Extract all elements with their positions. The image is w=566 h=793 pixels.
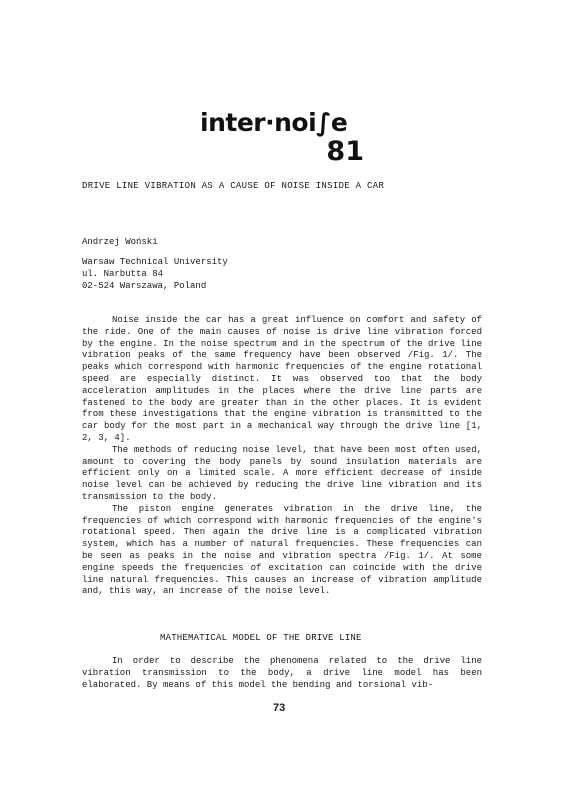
paragraph: Noise inside the car has a great influence on comfort and safety of the ride. One of the main causes of noise is drive line vibration forced by the engine. In the noise spectrum and in the spectrum of the drive line vibration peaks of the same frequency have been observed /Fig. 1/. The peaks which correspond with harmonic frequencies of the engine rotational speed are especially distinct. It was observed too that the body acceleration amplitudes in the places where the drive line parts are fastened to the body are greater than in the other places. It is evident from these investigations that the engine vibration is transmitted to the car body for the most part in a mechanical way through the drive line [1, 2, 3, 4]. [82, 315, 482, 443]
logo-text: inter·noi∫e [200, 108, 348, 137]
section-heading: MATHEMATICAL MODEL OF THE DRIVE LINE [160, 633, 362, 643]
paragraph: In order to describe the phenomena related to the drive line vibration transmission to the body, a drive line model has been elaborated. By means of this model the bending and torsional vib- [82, 656, 482, 690]
affiliation [82, 256, 228, 292]
affiliation-line: Warsaw Technical University [82, 257, 228, 267]
body-text [82, 315, 482, 598]
paper-title: DRIVE LINE VIBRATION AS A CAUSE OF NOISE INSIDE A CAR [82, 181, 385, 191]
paragraph: The piston engine generates vibration in the drive line, the frequencies of which correspond with harmonic frequencies of the engine's rotational speed. Then again the drive line is a complicated vibration system, which has a number of natural frequencies. These frequencies can be seen as peaks in the noise and vibration spectra /Fig. 1/. At some engine speeds the frequencies of excitation can coincide with the drive line natural frequencies. This causes an increase of vibration amplitude and, this way, an increase of the noise level. [82, 503, 482, 597]
affiliation-line: 02-524 Warszawa, Poland [82, 281, 207, 291]
conference-logo [200, 108, 366, 166]
body-text-section [82, 656, 482, 691]
author-name: Andrzej Woński [82, 237, 158, 247]
logo-year: 81 [326, 136, 364, 167]
page-number: 73 [273, 702, 286, 714]
paragraph: The methods of reducing noise level, that have been most often used, amount to covering the body panels by sound insulation materials are efficient only on a limited scale. A more efficient decrease of inside noise level can be achieved by reducing the drive line vibration and its transmission to the body. [82, 444, 482, 502]
affiliation-line: ul. Narbutta 84 [82, 269, 164, 279]
